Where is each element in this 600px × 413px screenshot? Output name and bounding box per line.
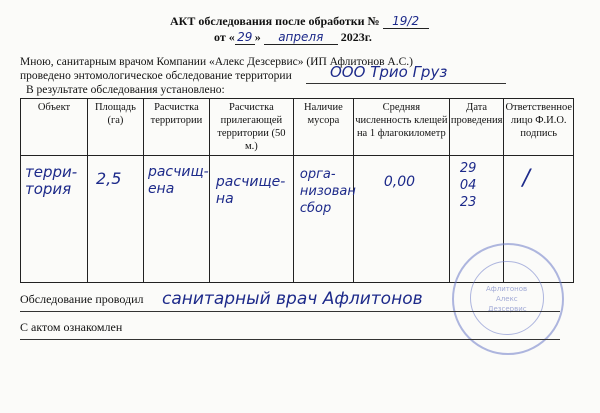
- cell-garbage-value: орга- низован сбор: [299, 167, 356, 216]
- date-day: 29: [235, 30, 255, 45]
- act-title: [170, 14, 429, 29]
- cell-area: [87, 156, 143, 283]
- date-prefix: от «: [214, 30, 235, 44]
- intro-line-2-label: проведено энтомологическое обследование территории: [20, 70, 292, 82]
- cell-adjacent-value: расчище- на: [215, 174, 286, 207]
- cell-garbage: [293, 156, 356, 283]
- inspection-signature: санитарный врач Афлитонов: [162, 289, 423, 309]
- ack-underline: [20, 339, 560, 340]
- cell-date-value: 29 04 23: [459, 161, 477, 210]
- cell-area-value: 2,5: [95, 169, 122, 188]
- act-number: 19/2: [383, 14, 429, 29]
- inspection-underline: [20, 311, 560, 312]
- territory-underline: [306, 83, 506, 84]
- stamp-line-1: Афлитонов: [486, 285, 528, 293]
- header-garbage: Наличие мусора: [293, 99, 353, 156]
- header-clearing: Расчистка территории: [143, 99, 209, 156]
- date-year: 2023г.: [340, 30, 372, 44]
- inspection-label: Обследование проводил: [20, 292, 144, 306]
- cell-adjacent: [209, 156, 293, 283]
- header-adjacent: Расчистка прилегающей территории (50 м.): [209, 99, 293, 156]
- stamp-line-3: Дезсервис: [488, 305, 527, 313]
- cell-object-value: терри- тория: [25, 163, 78, 198]
- stamp-line-2: Алекс: [496, 295, 518, 303]
- cell-ticks: [353, 156, 449, 283]
- table-header-row: [21, 99, 574, 156]
- territory-value: ООО Трио Груз: [330, 63, 448, 81]
- act-title-prefix: АКТ обследования после обработки №: [170, 14, 380, 28]
- intro-line-1: Мною, санитарным врачом Компании «Алекс Дезсервис» (ИП Афлитонов А.С.): [20, 56, 413, 68]
- date-mid: »: [254, 30, 261, 44]
- cell-clearing: [143, 156, 209, 283]
- ack-label: С актом ознакомлен: [20, 320, 123, 334]
- cell-ticks-value: 0,00: [383, 174, 416, 190]
- act-date: [214, 30, 372, 45]
- header-date: Дата проведения: [449, 99, 504, 156]
- header-area: Площадь (га): [87, 99, 143, 156]
- intro-line-3: В результате обследования установлено:: [26, 84, 225, 96]
- header-ticks: Средняя численность клещей на 1 флагокилометр: [353, 99, 449, 156]
- date-month: апреля: [264, 30, 338, 45]
- header-object: Объект: [21, 99, 88, 156]
- cell-clearing-value: расчищ- ена: [147, 164, 209, 197]
- cell-object: [21, 156, 88, 283]
- header-responsible: Ответственное лицо Ф.И.О. подпись: [504, 99, 574, 156]
- cell-responsible-signature: /: [522, 166, 530, 191]
